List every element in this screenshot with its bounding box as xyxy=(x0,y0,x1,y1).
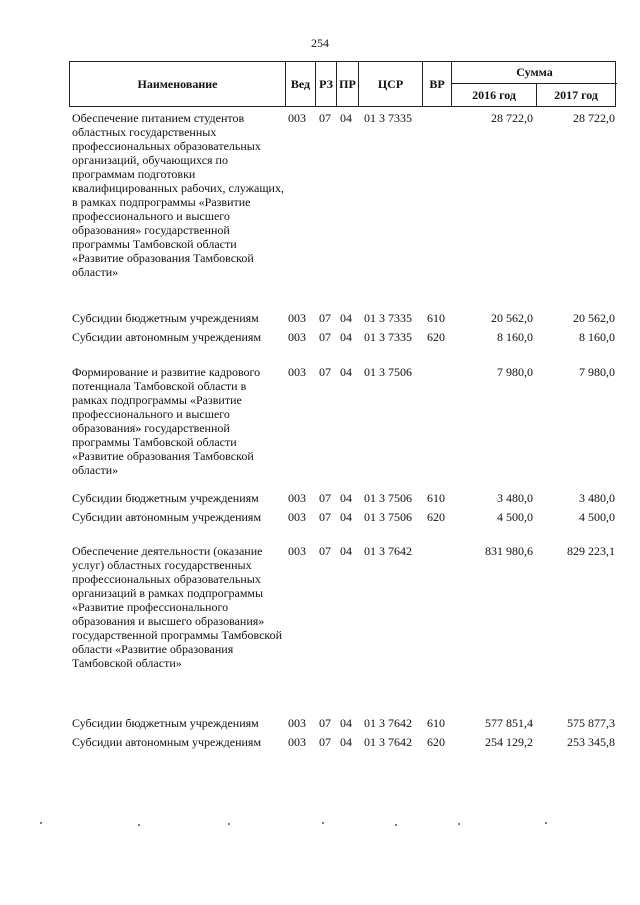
table-row xyxy=(69,716,616,735)
budget-table xyxy=(69,61,616,769)
header-rz: РЗ xyxy=(316,62,337,106)
table-row xyxy=(69,111,616,302)
row-csr: 01 3 7642 xyxy=(364,716,412,730)
row-sum-2017: 253 345,8 xyxy=(567,735,615,749)
row-name: Субсидии бюджетным учреждениям xyxy=(72,716,259,730)
row-csr: 01 3 7335 xyxy=(364,111,412,125)
row-pr: 04 xyxy=(340,510,352,524)
row-sum-2017: 829 223,1 xyxy=(567,544,615,558)
row-ved: 003 xyxy=(288,365,306,379)
row-rz: 07 xyxy=(319,510,331,524)
row-name: Субсидии бюджетным учреждениям xyxy=(72,311,259,325)
scan-speck xyxy=(322,822,324,824)
row-ved: 003 xyxy=(288,510,306,524)
row-sum-2016: 3 480,0 xyxy=(497,491,533,505)
row-sum-2017: 3 480,0 xyxy=(579,491,615,505)
scan-specks xyxy=(0,822,640,828)
row-sum-2017: 8 160,0 xyxy=(579,330,615,344)
row-sum-2017: 7 980,0 xyxy=(579,365,615,379)
row-ved: 003 xyxy=(288,330,306,344)
row-sum-2016: 831 980,6 xyxy=(485,544,533,558)
row-pr: 04 xyxy=(340,365,352,379)
row-csr: 01 3 7335 xyxy=(364,311,412,325)
table-row xyxy=(69,735,616,769)
row-vr: 620 xyxy=(427,735,445,749)
row-name: Субсидии автономным учреждениям xyxy=(72,735,262,749)
row-sum-2017: 4 500,0 xyxy=(579,510,615,524)
row-sum-2016: 7 980,0 xyxy=(497,365,533,379)
row-pr: 04 xyxy=(340,111,352,125)
header-csr: ЦСР xyxy=(359,62,423,106)
scan-speck xyxy=(40,822,42,824)
row-vr: 610 xyxy=(427,716,445,730)
row-csr: 01 3 7506 xyxy=(364,491,412,505)
header-year-2016: 2016 год xyxy=(452,84,537,106)
row-sum-2016: 28 722,0 xyxy=(491,111,533,125)
table-row xyxy=(69,510,616,544)
row-pr: 04 xyxy=(340,311,352,325)
row-name: Обеспечение деятельности (оказание услуг) областных государственных профессиональных образовательных организаций в рамках подпрограммы «Развитие профессионального образования и высшего образования» государственной программы Тамбовской области «Развитие образования Тамбовской области» xyxy=(72,544,283,670)
row-rz: 07 xyxy=(319,365,331,379)
row-vr: 610 xyxy=(427,311,445,325)
row-pr: 04 xyxy=(340,716,352,730)
table-row xyxy=(69,330,616,363)
scan-speck xyxy=(545,822,547,824)
row-ved: 003 xyxy=(288,491,306,505)
header-name: Наименование xyxy=(70,62,286,106)
row-rz: 07 xyxy=(319,735,331,749)
row-csr: 01 3 7506 xyxy=(364,510,412,524)
header-pr: ПР xyxy=(337,62,359,106)
row-rz: 07 xyxy=(319,311,331,325)
row-vr: 610 xyxy=(427,491,445,505)
row-csr: 01 3 7642 xyxy=(364,544,412,558)
row-name: Формирование и развитие кадрового потенциала Тамбовской области в рамках подпрограммы «Развитие профессионального и высшего образования» государственной программы Тамбовской области «Развитие образования Тамбовской области» xyxy=(72,365,261,477)
row-pr: 04 xyxy=(340,735,352,749)
page-number: 254 xyxy=(311,36,329,50)
row-rz: 07 xyxy=(319,491,331,505)
row-sum-2016: 20 562,0 xyxy=(491,311,533,325)
scan-speck xyxy=(458,823,460,825)
scan-speck xyxy=(138,824,140,826)
scan-speck xyxy=(395,824,397,826)
row-name: Субсидии автономным учреждениям xyxy=(72,510,262,524)
row-ved: 003 xyxy=(288,111,306,125)
header-vr: ВР xyxy=(423,62,452,106)
row-rz: 07 xyxy=(319,544,331,558)
row-name: Субсидии автономным учреждениям xyxy=(72,330,262,344)
row-name: Субсидии бюджетным учреждениям xyxy=(72,491,259,505)
row-pr: 04 xyxy=(340,544,352,558)
row-pr: 04 xyxy=(340,330,352,344)
table-body xyxy=(69,111,616,769)
header-ved: Вед xyxy=(286,62,316,106)
row-sum-2016: 8 160,0 xyxy=(497,330,533,344)
row-name: Обеспечение питанием студентов областных государственных профессиональных образовательных организаций, обучающихся по программам подготовки квалифицированных рабочих, служащих, в рамках подпрограммы «Развитие профессионального и высшего образования» государственной программы Тамбовской области «Развитие образования Тамбовской области» xyxy=(72,111,284,279)
row-ved: 003 xyxy=(288,716,306,730)
scan-speck xyxy=(228,823,230,825)
row-sum-2016: 254 129,2 xyxy=(485,735,533,749)
header-sum: Сумма xyxy=(452,62,617,84)
row-vr: 620 xyxy=(427,510,445,524)
table-row xyxy=(69,311,616,330)
row-sum-2017: 20 562,0 xyxy=(573,311,615,325)
row-sum-2017: 28 722,0 xyxy=(573,111,615,125)
header-year-2017: 2017 год xyxy=(554,87,598,102)
row-ved: 003 xyxy=(288,735,306,749)
row-csr: 01 3 7506 xyxy=(364,365,412,379)
table-row xyxy=(69,365,616,491)
row-sum-2016: 4 500,0 xyxy=(497,510,533,524)
row-ved: 003 xyxy=(288,311,306,325)
table-header xyxy=(69,61,616,107)
header-sum-group xyxy=(452,62,617,106)
row-pr: 04 xyxy=(340,491,352,505)
row-vr: 620 xyxy=(427,330,445,344)
row-rz: 07 xyxy=(319,716,331,730)
row-rz: 07 xyxy=(319,330,331,344)
row-ved: 003 xyxy=(288,544,306,558)
row-rz: 07 xyxy=(319,111,331,125)
table-row xyxy=(69,491,616,510)
table-row xyxy=(69,544,616,716)
row-csr: 01 3 7335 xyxy=(364,330,412,344)
row-sum-2016: 577 851,4 xyxy=(485,716,533,730)
row-csr: 01 3 7642 xyxy=(364,735,412,749)
row-sum-2017: 575 877,3 xyxy=(567,716,615,730)
